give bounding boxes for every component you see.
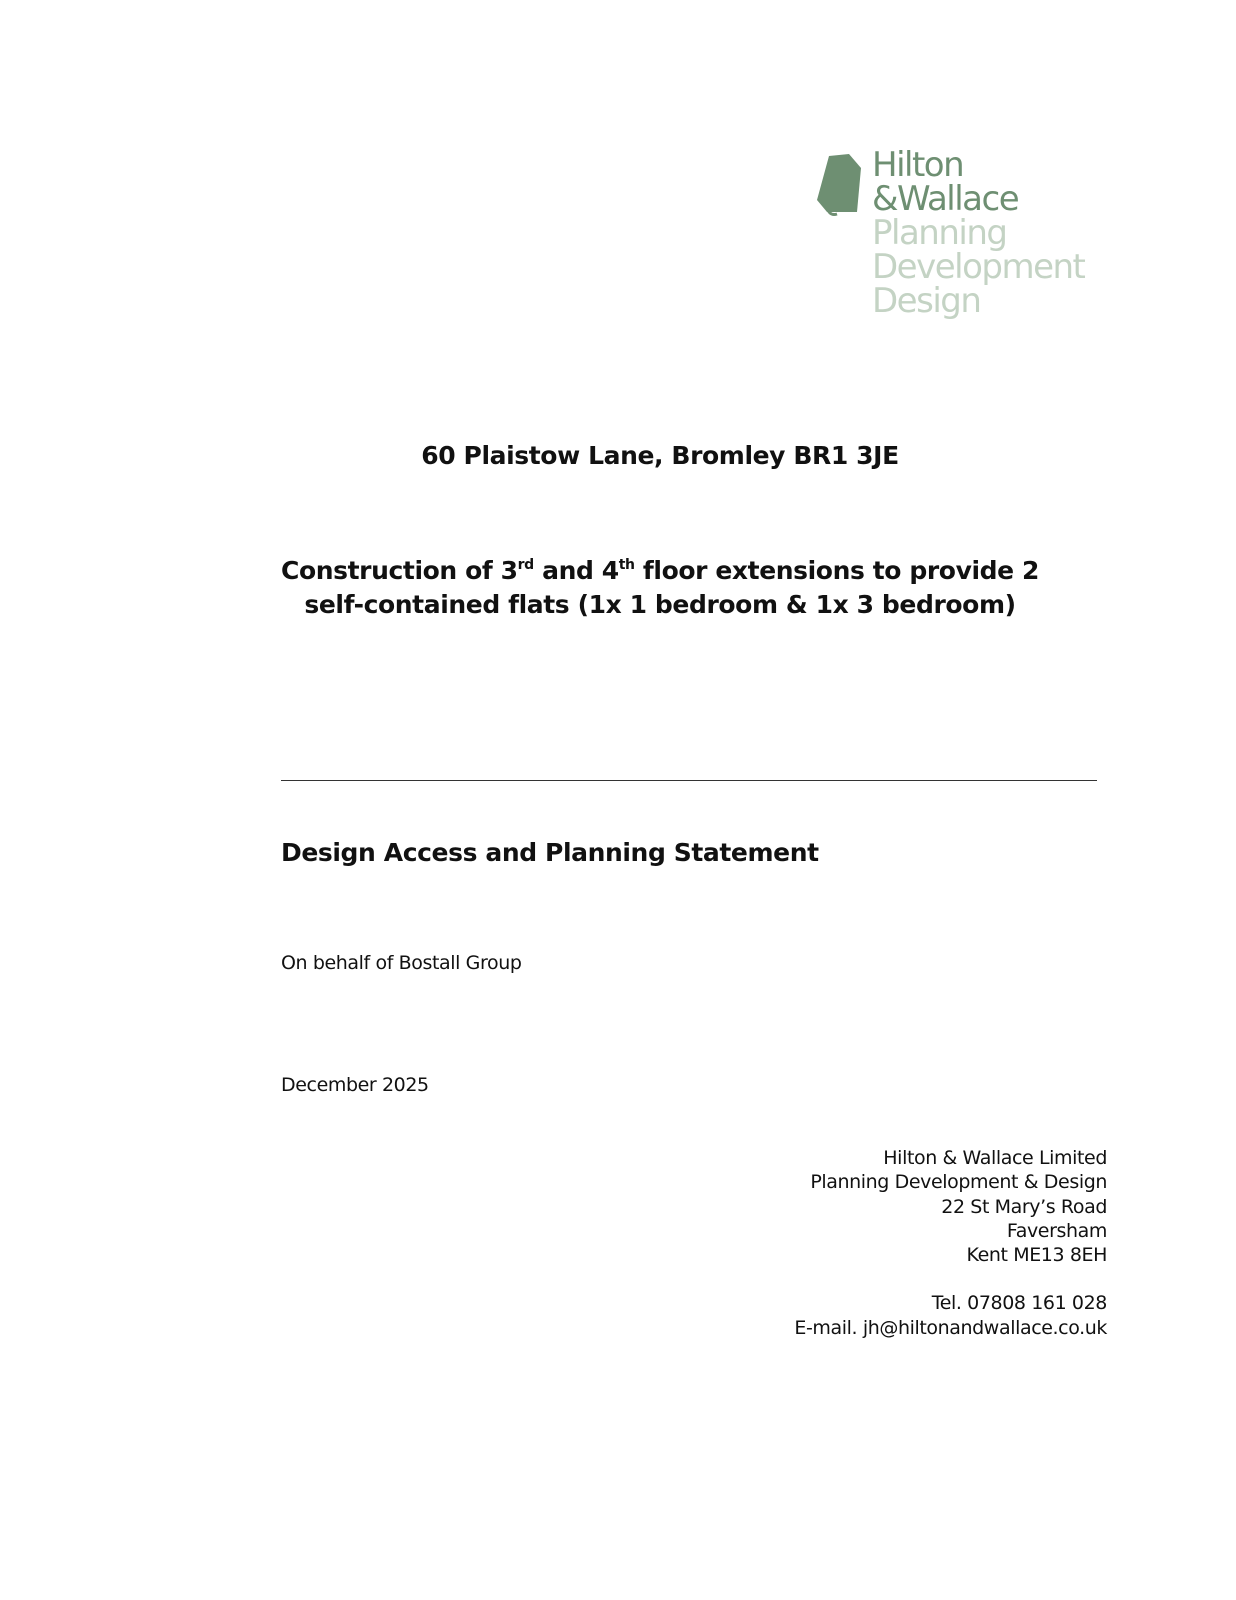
contact-email: E-mail. jh@hiltonandwallace.co.uk — [794, 1316, 1107, 1339]
site-address: 60 Plaistow Lane, Bromley BR1 3JE — [421, 441, 899, 470]
proposal-text-1: Construction of 3 — [281, 556, 518, 585]
proposal-text-2: and 4 — [533, 556, 619, 585]
contact-block — [687, 1146, 1107, 1340]
client-line: On behalf of Bostall Group — [281, 952, 522, 974]
document-title: Design Access and Planning Statement — [281, 838, 819, 867]
proposal-description — [250, 554, 1070, 622]
contact-street: 22 St Mary’s Road — [941, 1195, 1107, 1218]
contact-county-postcode: Kent ME13 8EH — [966, 1244, 1107, 1267]
logo-wordmark — [872, 145, 1085, 321]
company-logo — [815, 145, 1115, 333]
document-date: December 2025 — [281, 1074, 429, 1096]
proposal-text-3: floor extensions to provide 2 self-contained flats (1x 1 bedroom & 1x 3 bedroom) — [304, 556, 1039, 619]
logo-name-line2: &Wallace — [872, 179, 1019, 219]
contact-company: Hilton & Wallace Limited — [883, 1147, 1107, 1169]
contact-town: Faversham — [1006, 1219, 1107, 1242]
horizontal-divider — [281, 780, 1097, 781]
logo-tagline-design: Design — [872, 281, 981, 321]
contact-spacer — [687, 1267, 1107, 1291]
contact-division: Planning Development & Design — [810, 1171, 1107, 1194]
house-leaf-icon — [815, 154, 865, 220]
proposal-superscript-1: rd — [517, 557, 534, 573]
logo-tagline-development: Development — [872, 247, 1085, 287]
proposal-superscript-2: th — [618, 557, 635, 573]
logo-name-line1: Hilton — [872, 145, 964, 185]
logo-tagline-planning: Planning — [872, 213, 1007, 253]
contact-telephone: Tel. 07808 161 028 — [931, 1292, 1107, 1315]
